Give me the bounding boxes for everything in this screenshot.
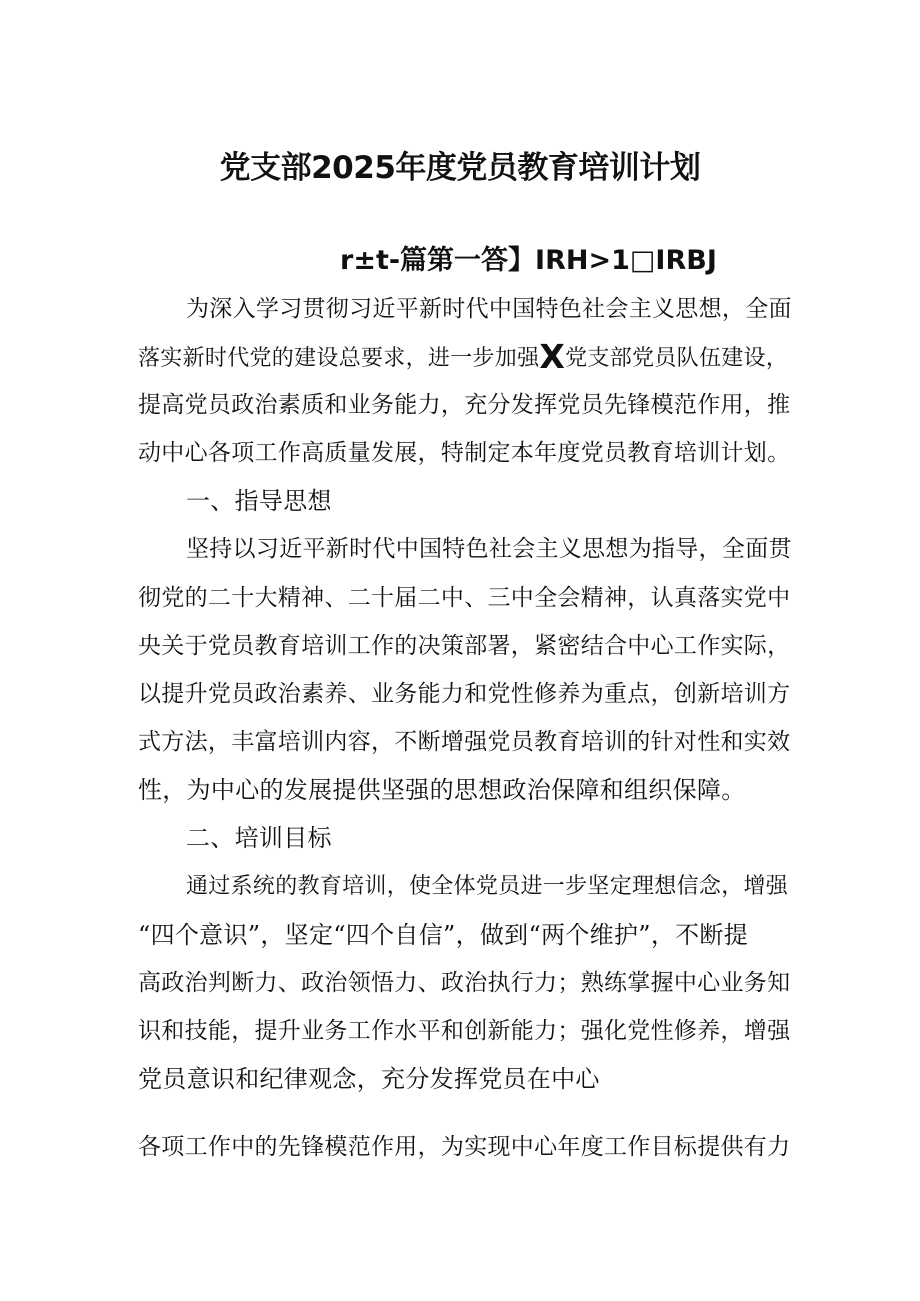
section-2-heading: 二、培训目标 bbox=[186, 824, 332, 852]
intro-line-2 bbox=[138, 337, 798, 376]
section-1-line: 彻党的二十大精神、二十届二中、三中全会精神，认真落实党中 bbox=[138, 585, 791, 611]
section-2-line: 各项工作中的先锋模范作用，为实现中心年度工作目标提供有力 bbox=[138, 1134, 791, 1160]
intro-line-1: 为深入学习贯彻习近平新时代中国特色社会主义思想，全面 bbox=[186, 296, 792, 322]
section-2-line: “四个意识”，坚定“四个自信”，做到“两个维护”，不断提 bbox=[138, 921, 749, 949]
bold-x-mark: X bbox=[539, 337, 566, 376]
section-1-line: 坚持以习近平新时代中国特色社会主义思想为指导，全面贯 bbox=[186, 536, 792, 562]
section-2-line: 识和技能，提升业务工作水平和创新能力；强化党性修养，增强 bbox=[138, 1018, 791, 1044]
section-1-line: 以提升党员政治素养、业务能力和党性修养为重点，创新培训方 bbox=[138, 681, 791, 707]
section-1-heading: 一、指导思想 bbox=[186, 487, 332, 515]
section-2-line: 高政治判断力、政治领悟力、政治执行力；熟练掌握中心业务知 bbox=[138, 970, 791, 996]
section-1-line: 式方法，丰富培训内容，不断增强党员教育培训的针对性和实效 bbox=[138, 729, 791, 755]
section-1-line: 性，为中心的发展提供坚强的思想政治保障和组织保障。 bbox=[138, 776, 746, 804]
intro-line-2-after: 党支部党员队伍建设， bbox=[565, 346, 789, 371]
intro-line-4: 动中心各项工作高质量发展，特制定本年度党员教育培训计划。 bbox=[138, 440, 791, 466]
intro-line-2-before: 落实新时代党的建设总要求，进一步加强 bbox=[138, 346, 540, 371]
document-title: 党支部2025年度党员教育培训计划 bbox=[219, 150, 701, 186]
section-2-line: 党员意识和纪律观念，充分发挥党员在中心 bbox=[138, 1065, 600, 1093]
intro-line-3: 提高党员政治素质和业务能力，充分发挥党员先锋模范作用，推 bbox=[138, 392, 791, 418]
document-subtitle: r±t-篇第一答】IRH>1□IRBJ bbox=[340, 245, 717, 276]
section-2-line: 通过系统的教育培训，使全体党员进一步坚定理想信念，增强 bbox=[186, 874, 789, 899]
section-1-line: 央关于党员教育培训工作的决策部署，紧密结合中心工作实际， bbox=[138, 633, 791, 659]
